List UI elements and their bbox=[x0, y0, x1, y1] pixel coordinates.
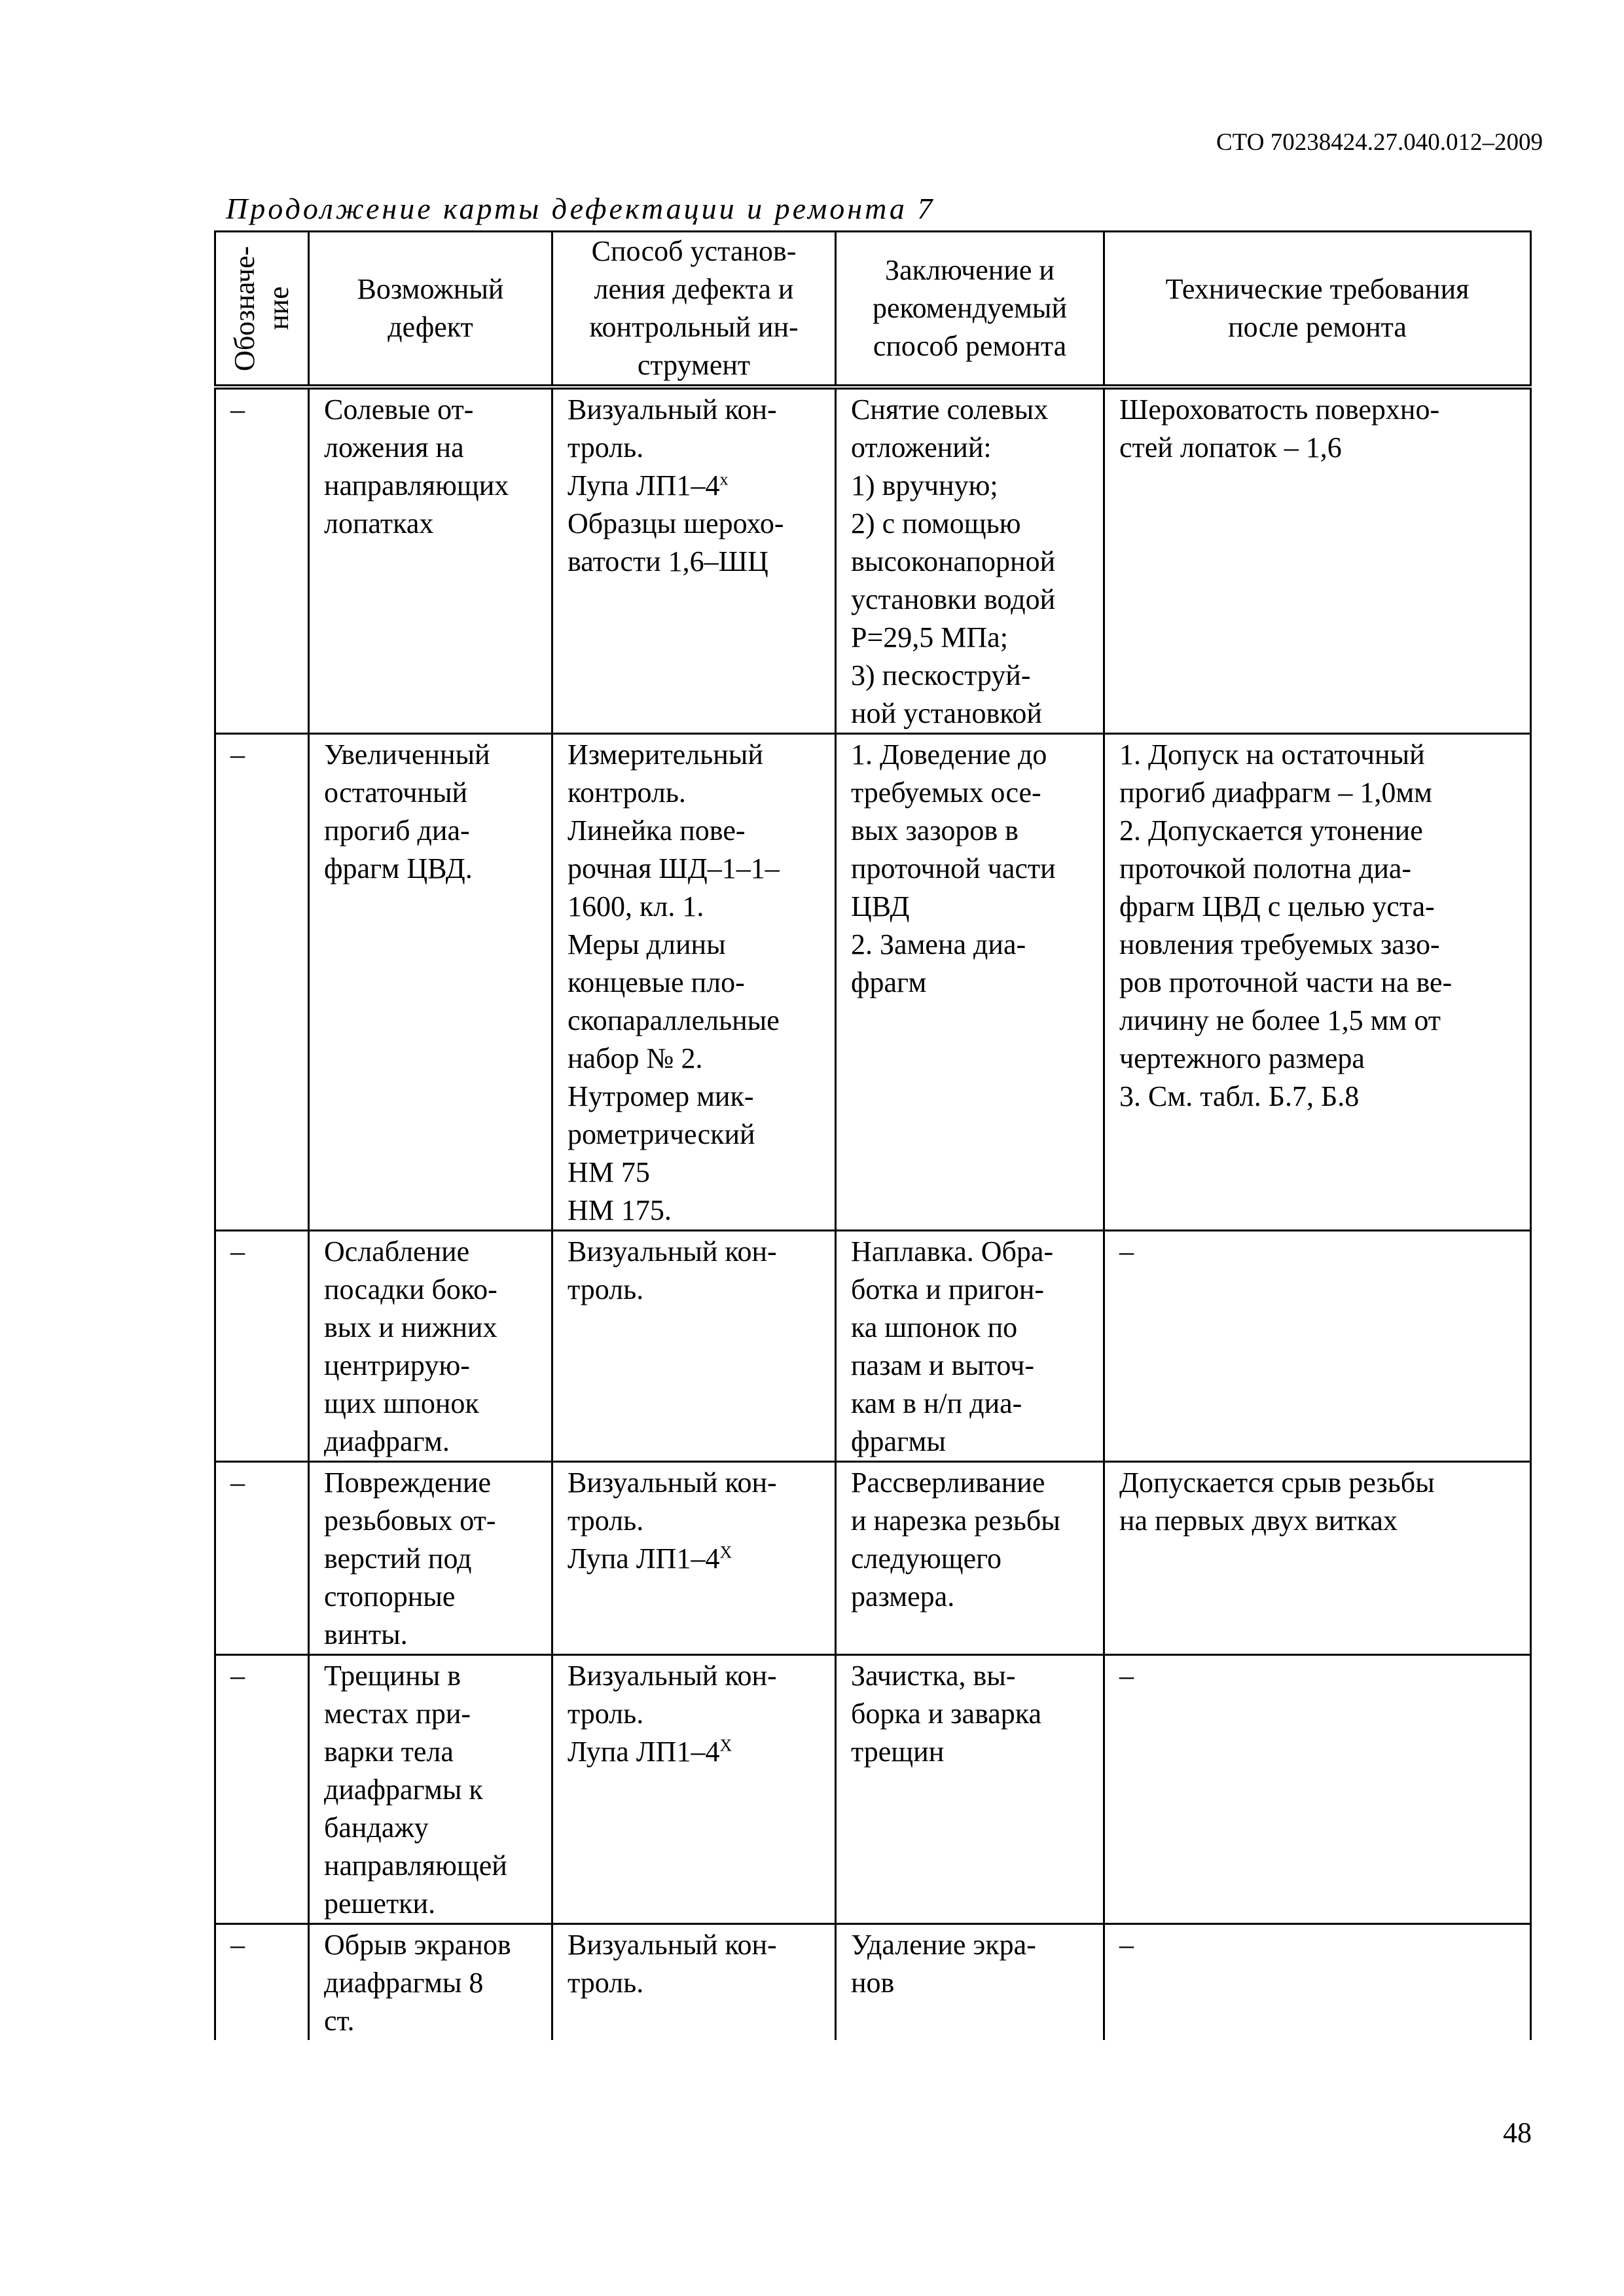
cell-line: ботка и пригон- bbox=[851, 1273, 1045, 1305]
cell-line: Удаление экра- bbox=[851, 1929, 1036, 1961]
cell-line: нов bbox=[851, 1967, 895, 1999]
cell-text: троль. bbox=[568, 1698, 644, 1730]
cell-line bbox=[568, 391, 820, 429]
cell-line: 2. Замена диа- bbox=[851, 928, 1026, 960]
superscript-mark: X bbox=[719, 1736, 732, 1755]
cell-line: Повреждение bbox=[324, 1467, 492, 1499]
cell-method bbox=[552, 1655, 836, 1924]
cell-line: Увеличенный bbox=[324, 738, 490, 771]
cell-line: – bbox=[230, 1467, 245, 1499]
defect-repair-table bbox=[214, 230, 1532, 2040]
cell-line: – bbox=[1119, 1660, 1134, 1692]
cell-text: Лупа ЛП1–4 bbox=[568, 1542, 720, 1575]
cell-method bbox=[552, 1462, 836, 1655]
cell-line: Р=29,5 МПа; bbox=[851, 621, 1008, 653]
cell-line: и нарезка резьбы bbox=[851, 1504, 1060, 1537]
cell-line: ной установкой bbox=[851, 697, 1042, 729]
cell-defect bbox=[309, 387, 552, 734]
cell-line: центрирую- bbox=[324, 1349, 470, 1381]
cell-line: резьбовых от- bbox=[324, 1504, 496, 1537]
cell-defect bbox=[309, 1462, 552, 1655]
cell-line: Допускается срыв резьбы bbox=[1119, 1467, 1435, 1499]
cell-line bbox=[568, 850, 820, 888]
cell-line bbox=[568, 1192, 820, 1230]
cell-line bbox=[568, 543, 820, 581]
header-line: ления дефекта и bbox=[594, 273, 794, 305]
cell-line bbox=[568, 888, 820, 926]
cell-line: Трещины в bbox=[324, 1660, 461, 1692]
header-designation bbox=[215, 232, 309, 388]
cell-line: на первых двух витках bbox=[1119, 1504, 1398, 1537]
cell-line: направляющей bbox=[324, 1850, 507, 1882]
table-row bbox=[215, 1924, 1531, 2041]
cell-requirements bbox=[1104, 1231, 1531, 1462]
cell-line: 1. Допуск на остаточный bbox=[1119, 738, 1425, 771]
cell-designation bbox=[215, 1231, 309, 1462]
cell-line: 2) с помощью bbox=[851, 507, 1021, 539]
cell-line: Солевые от- bbox=[324, 393, 474, 426]
cell-line: Наплавка. Обра- bbox=[851, 1235, 1054, 1267]
header-line: способ ремонта bbox=[873, 330, 1067, 362]
cell-method bbox=[552, 1924, 836, 2041]
cell-line: – bbox=[230, 1929, 245, 1961]
cell-line bbox=[568, 1154, 820, 1192]
cell-text: рочная ШД–1–1– bbox=[568, 852, 780, 884]
cell-line: ЦВД bbox=[851, 890, 910, 922]
table-body bbox=[215, 387, 1531, 2040]
cell-repair bbox=[836, 1655, 1104, 1924]
cell-line: Снятие солевых bbox=[851, 393, 1049, 426]
cell-line: стей лопаток – 1,6 bbox=[1119, 431, 1342, 464]
header-method bbox=[552, 232, 836, 388]
cell-text: Линейка пове- bbox=[568, 814, 746, 847]
cell-line: Ослабление bbox=[324, 1235, 470, 1267]
cell-line: требуемых осе- bbox=[851, 776, 1041, 809]
cell-line: ров проточной части на ве- bbox=[1119, 966, 1453, 998]
cell-line: Шероховатость поверхно- bbox=[1119, 393, 1440, 426]
cell-text: Визуальный кон- bbox=[568, 1467, 777, 1499]
document-code: СТО 70238424.27.040.012–2009 bbox=[1216, 129, 1543, 156]
cell-requirements bbox=[1104, 1924, 1531, 2041]
cell-line: винты. bbox=[324, 1618, 408, 1650]
header-repair bbox=[836, 232, 1104, 388]
cell-method bbox=[552, 734, 836, 1231]
table-row bbox=[215, 1231, 1531, 1462]
cell-text: Измерительный bbox=[568, 738, 763, 771]
cell-line: остаточный bbox=[324, 776, 468, 809]
cell-text: концевые пло- bbox=[568, 966, 745, 998]
cell-line bbox=[568, 812, 820, 850]
cell-line: стопорные bbox=[324, 1580, 456, 1613]
cell-text: Образцы шерохо- bbox=[568, 507, 784, 539]
cell-line: размера. bbox=[851, 1580, 955, 1613]
cell-text: Нутромер мик- bbox=[568, 1080, 754, 1112]
cell-line bbox=[568, 1271, 820, 1309]
header-line: Технические требования bbox=[1165, 273, 1470, 305]
cell-line: 3. См. табл. Б.7, Б.8 bbox=[1119, 1080, 1360, 1112]
table-row bbox=[215, 1462, 1531, 1655]
cell-text: набор № 2. bbox=[568, 1042, 703, 1074]
cell-defect bbox=[309, 734, 552, 1231]
cell-line bbox=[568, 774, 820, 812]
cell-requirements bbox=[1104, 1462, 1531, 1655]
cell-line: личину не более 1,5 мм от bbox=[1119, 1004, 1441, 1036]
cell-text: рометрический bbox=[568, 1118, 755, 1150]
cell-line bbox=[568, 1116, 820, 1154]
cell-requirements bbox=[1104, 1655, 1531, 1924]
cell-line: местах при- bbox=[324, 1698, 471, 1730]
cell-line: – bbox=[1119, 1929, 1134, 1961]
superscript-mark: x bbox=[719, 469, 729, 489]
cell-line: вых зазоров в bbox=[851, 814, 1019, 847]
cell-line: проточкой полотна диа- bbox=[1119, 852, 1412, 884]
cell-text: Лупа ЛП1–4 bbox=[568, 1736, 720, 1768]
cell-line: прогиб диа- bbox=[324, 814, 470, 847]
cell-designation bbox=[215, 734, 309, 1231]
header-line: ние bbox=[262, 286, 295, 331]
cell-line bbox=[568, 1657, 820, 1695]
cell-line: прогиб диафрагм – 1,0мм bbox=[1119, 776, 1433, 809]
cell-line: отложений: bbox=[851, 431, 992, 464]
header-requirements bbox=[1104, 232, 1531, 388]
cell-repair bbox=[836, 1231, 1104, 1462]
cell-text: Визуальный кон- bbox=[568, 1235, 777, 1267]
cell-line: 1) вручную; bbox=[851, 469, 998, 501]
cell-line bbox=[568, 429, 820, 467]
cell-line: ка шпонок по bbox=[851, 1311, 1018, 1343]
cell-line bbox=[568, 1464, 820, 1502]
cell-text: контроль. bbox=[568, 776, 686, 809]
cell-line: лопатках bbox=[324, 507, 434, 539]
cell-line: – bbox=[230, 738, 245, 771]
cell-text: НМ 175. bbox=[568, 1194, 672, 1226]
cell-defect bbox=[309, 1231, 552, 1462]
cell-line: фрагмы bbox=[851, 1425, 946, 1457]
cell-designation bbox=[215, 1655, 309, 1924]
cell-line: фрагм ЦВД с целью уста- bbox=[1119, 890, 1435, 922]
cell-line bbox=[568, 1502, 820, 1540]
cell-line: бандажу bbox=[324, 1812, 429, 1844]
cell-line: установки водой bbox=[851, 583, 1056, 615]
cell-line bbox=[568, 467, 820, 505]
cell-line bbox=[568, 1926, 820, 1964]
cell-line: фрагм bbox=[851, 966, 927, 998]
cell-line: направляющих bbox=[324, 469, 509, 501]
header-line: контрольный ин- bbox=[589, 311, 799, 343]
header-line: Возможный bbox=[357, 273, 504, 305]
cell-line: ложения на bbox=[324, 431, 464, 464]
cell-designation bbox=[215, 1924, 309, 2041]
cell-text: 1600, кл. 1. bbox=[568, 890, 704, 922]
cell-line bbox=[568, 1540, 820, 1578]
cell-designation bbox=[215, 387, 309, 734]
cell-repair bbox=[836, 1462, 1104, 1655]
cell-defect bbox=[309, 1924, 552, 2041]
cell-line: посадки боко- bbox=[324, 1273, 497, 1305]
cell-line: вых и нижних bbox=[324, 1311, 497, 1343]
cell-line: 3) пескоструй- bbox=[851, 659, 1031, 691]
cell-repair bbox=[836, 387, 1104, 734]
cell-line: щих шпонок bbox=[324, 1387, 479, 1419]
cell-line: Обрыв экранов bbox=[324, 1929, 511, 1961]
cell-repair bbox=[836, 1924, 1104, 2041]
cell-text: Визуальный кон- bbox=[568, 1929, 777, 1961]
cell-line: 1. Доведение до bbox=[851, 738, 1047, 771]
cell-line: ст. bbox=[324, 2005, 355, 2037]
cell-text: троль. bbox=[568, 431, 644, 464]
cell-requirements bbox=[1104, 387, 1531, 734]
cell-designation bbox=[215, 1462, 309, 1655]
cell-text: НМ 75 bbox=[568, 1156, 650, 1188]
cell-line: решетки. bbox=[324, 1887, 436, 1920]
cell-text: троль. bbox=[568, 1273, 644, 1305]
cell-line bbox=[568, 505, 820, 543]
cell-line: – bbox=[230, 1235, 245, 1267]
cell-text: ватости 1,6–ШЦ bbox=[568, 545, 768, 577]
cell-line: диафрагм. bbox=[324, 1425, 450, 1457]
cell-line bbox=[568, 1040, 820, 1078]
cell-line bbox=[568, 1695, 820, 1733]
cell-text: троль. bbox=[568, 1504, 644, 1537]
table-row bbox=[215, 1655, 1531, 1924]
cell-line: высоконапорной bbox=[851, 545, 1056, 577]
cell-line: фрагм ЦВД. bbox=[324, 852, 473, 884]
cell-requirements bbox=[1104, 734, 1531, 1231]
cell-text: Лупа ЛП1–4 bbox=[568, 469, 720, 501]
cell-line: проточной части bbox=[851, 852, 1056, 884]
header-line: рекомендуемый bbox=[872, 292, 1068, 324]
cell-line: пазам и выточ- bbox=[851, 1349, 1035, 1381]
header-line: после ремонта bbox=[1228, 311, 1407, 343]
table-header-row bbox=[215, 232, 1531, 388]
header-line: Заключение и bbox=[885, 254, 1055, 286]
cell-line bbox=[568, 926, 820, 964]
cell-method bbox=[552, 387, 836, 734]
header-defect bbox=[309, 232, 552, 388]
superscript-mark: X bbox=[719, 1542, 732, 1562]
cell-text: скопараллельные bbox=[568, 1004, 780, 1036]
cell-text: троль. bbox=[568, 1967, 644, 1999]
cell-method bbox=[552, 1231, 836, 1462]
cell-line bbox=[568, 1233, 820, 1271]
table-row bbox=[215, 387, 1531, 734]
cell-line: верстий под bbox=[324, 1542, 472, 1575]
cell-line bbox=[568, 1002, 820, 1040]
cell-line bbox=[568, 1733, 820, 1771]
cell-line bbox=[568, 1078, 820, 1116]
header-line: Способ установ- bbox=[591, 235, 797, 267]
cell-text: Меры длины bbox=[568, 928, 726, 960]
header-line: Обозначе- bbox=[228, 246, 261, 371]
cell-line: – bbox=[1119, 1235, 1134, 1267]
cell-line bbox=[568, 736, 820, 774]
cell-line bbox=[568, 964, 820, 1002]
page-number: 48 bbox=[1503, 2117, 1532, 2149]
cell-line: – bbox=[230, 1660, 245, 1692]
cell-text: Визуальный кон- bbox=[568, 1660, 777, 1692]
cell-line: кам в н/п диа- bbox=[851, 1387, 1022, 1419]
cell-line: диафрагмы 8 bbox=[324, 1967, 484, 1999]
cell-line: диафрагмы к bbox=[324, 1774, 483, 1806]
cell-line: 2. Допускается утонение bbox=[1119, 814, 1423, 847]
cell-line: трещин bbox=[851, 1736, 945, 1768]
cell-line: чертежного размера bbox=[1119, 1042, 1365, 1074]
cell-line: борка и заварка bbox=[851, 1698, 1042, 1730]
header-line: дефект bbox=[388, 311, 473, 343]
cell-line: следующего bbox=[851, 1542, 1002, 1575]
table-row bbox=[215, 734, 1531, 1231]
cell-repair bbox=[836, 734, 1104, 1231]
cell-line: новления требуемых зазо- bbox=[1119, 928, 1440, 960]
cell-line: Рассверливание bbox=[851, 1467, 1045, 1499]
cell-line: варки тела bbox=[324, 1736, 454, 1768]
cell-text: Визуальный кон- bbox=[568, 393, 777, 426]
cell-line: – bbox=[230, 393, 245, 426]
cell-line bbox=[568, 1964, 820, 2002]
cell-line: Зачистка, вы- bbox=[851, 1660, 1016, 1692]
header-line: струмент bbox=[637, 349, 751, 381]
table-caption: Продолжение карты дефектации и ремонта 7 bbox=[226, 192, 935, 225]
cell-defect bbox=[309, 1655, 552, 1924]
